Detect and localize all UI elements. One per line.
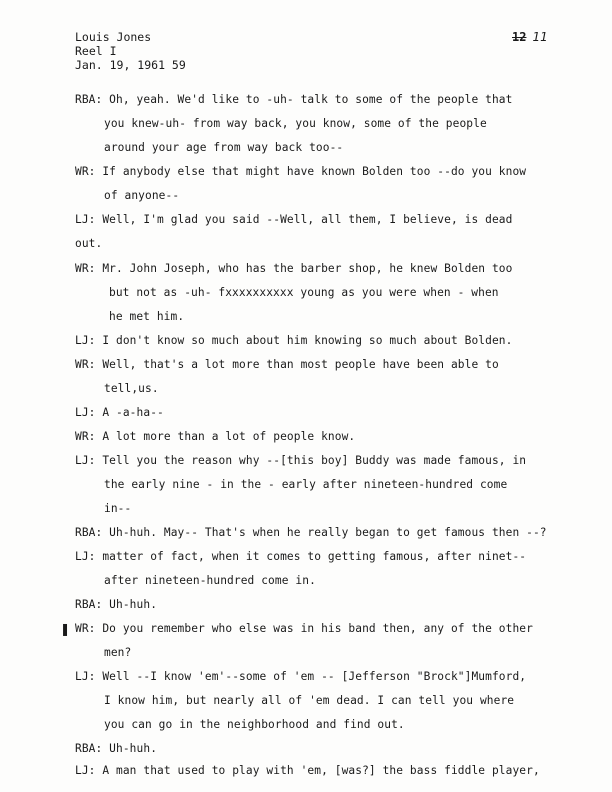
transcript-line: WR: Mr. John Joseph, who has the barber shop, he knew Bolden too: [75, 262, 513, 275]
transcript-line: LJ: A -a-ha--: [75, 406, 164, 419]
document-header: [75, 30, 186, 72]
handwritten-page-number: 11: [532, 30, 548, 44]
transcript-line: LJ: Tell you the reason why --[this boy] Buddy was made famous, in: [75, 454, 527, 467]
transcript-line: of anyone--: [104, 189, 180, 202]
transcript-line: after nineteen-hundred come in.: [104, 574, 316, 587]
transcript-line: I know him, but nearly all of 'em dead. I can tell you where: [104, 694, 515, 707]
transcript-line: WR: If anybody else that might have known Bolden too --do you know: [75, 165, 527, 178]
transcript-line: RBA: Uh-huh. May-- That's when he really began to get famous then --?: [75, 526, 547, 539]
transcript-line: RBA: Oh, yeah. We'd like to -uh- talk to some of the people that: [75, 93, 513, 106]
transcript-line: you knew-uh- from way back, you know, some of the people: [104, 117, 487, 130]
transcript-line: men?: [104, 646, 132, 659]
transcript-line: RBA: Uh-huh.: [75, 598, 158, 611]
transcript-line: LJ: Well, I'm glad you said --Well, all them, I believe, is dead: [75, 213, 513, 226]
transcript-line: you can go in the neighborhood and find out.: [104, 718, 405, 731]
transcript-line: RBA: Uh-huh.: [75, 742, 158, 755]
transcript-line: LJ: matter of fact, when it comes to getting famous, after ninet--: [75, 550, 527, 563]
reel-label: Reel I: [75, 44, 117, 58]
page-number: [512, 30, 548, 44]
struck-page-number: 12: [512, 30, 527, 44]
transcript-line: WR: A lot more than a lot of people know.: [75, 430, 356, 443]
transcript-line: LJ: Well --I know 'em'--some of 'em -- [Jefferson "Brock"]Mumford,: [75, 670, 527, 683]
transcript-line: the early nine - in the - early after nineteen-hundred come: [104, 478, 508, 491]
transcript-line: LJ: A man that used to play with 'em, [was?] the bass fiddle player,: [75, 764, 540, 777]
interviewee-name: Louis Jones: [75, 30, 152, 44]
transcript-line: WR: Well, that's a lot more than most people have been able to: [75, 358, 499, 371]
transcript-line: in--: [104, 502, 132, 515]
transcript-line: out.: [75, 237, 103, 250]
transcript-line: but not as -uh- fxxxxxxxxxx young as you were when - when: [109, 286, 499, 299]
transcript-line: he met him.: [109, 310, 185, 323]
transcript-line: LJ: I don't know so much about him knowing so much about Bolden.: [75, 334, 513, 347]
transcript-line: tell,us.: [104, 382, 159, 395]
margin-mark-icon: ❚: [60, 622, 71, 636]
transcript-line: around your age from way back too--: [104, 141, 344, 154]
interview-date: Jan. 19, 1961 59: [75, 58, 186, 72]
transcript-line: WR: Do you remember who else was in his band then, any of the other: [75, 622, 533, 635]
